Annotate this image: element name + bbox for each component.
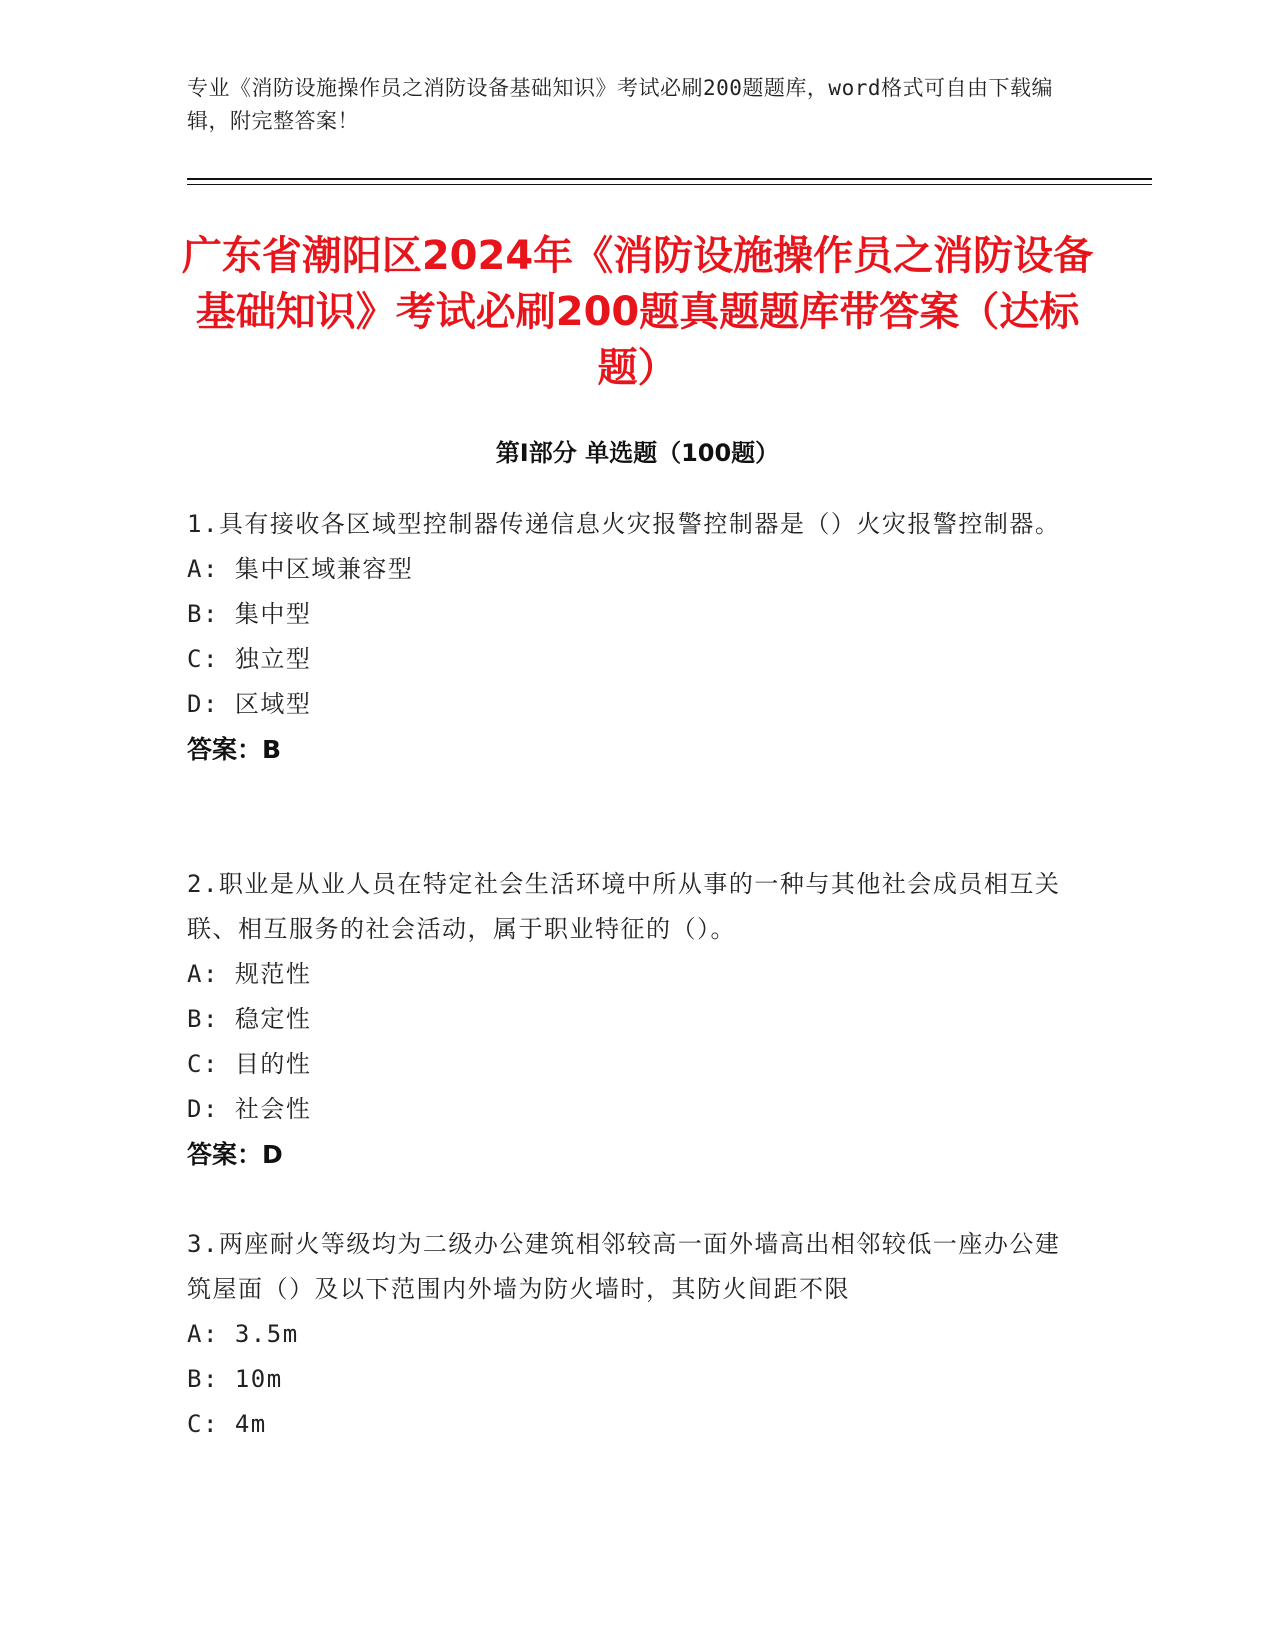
header-rule-thin — [187, 184, 1152, 185]
option-a: A: 规范性 — [187, 960, 312, 988]
option-b: B: 集中型 — [187, 600, 312, 628]
question-stem: 1.具有接收各区域型控制器传递信息火灾报警控制器是（）火灾报警控制器。 — [187, 510, 1061, 538]
option-d: D: 区域型 — [187, 690, 312, 718]
header-rule-thick — [187, 178, 1152, 180]
question-3 — [187, 1222, 1067, 1447]
option-b: B: 10m — [187, 1365, 283, 1393]
question-1 — [187, 502, 1067, 772]
answer-label: 答案：D — [187, 1140, 283, 1169]
option-c: C: 目的性 — [187, 1050, 312, 1078]
question-stem: 2.职业是从业人员在特定社会生活环境中所从事的一种与其他社会成员相互关联、相互服务的社会活动，属于职业特征的（）。 — [187, 870, 1061, 943]
option-b: B: 稳定性 — [187, 1005, 312, 1033]
answer-label: 答案：B — [187, 735, 282, 764]
question-stem: 3.两座耐火等级均为二级办公建筑相邻较高一面外墙高出相邻较低一座办公建筑屋面（）及以下范围内外墙为防火墙时，其防火间距不限 — [187, 1230, 1061, 1303]
section-heading: 第Ⅰ部分 单选题（100题） — [495, 439, 780, 467]
option-c: C: 独立型 — [187, 645, 312, 673]
option-a: A: 集中区域兼容型 — [187, 555, 414, 583]
header-note: 专业《消防设施操作员之消防设备基础知识》考试必刷200题题库，word格式可自由下载编辑，附完整答案！ — [187, 76, 1053, 133]
option-a: A: 3.5m — [187, 1320, 299, 1348]
option-d: D: 社会性 — [187, 1095, 312, 1123]
option-c: C: 4m — [187, 1410, 267, 1438]
document-title: 广东省潮阳区2024年《消防设施操作员之消防设备基础知识》考试必刷200题真题题库带答案（达标题） — [181, 233, 1094, 391]
question-2 — [187, 862, 1067, 1177]
